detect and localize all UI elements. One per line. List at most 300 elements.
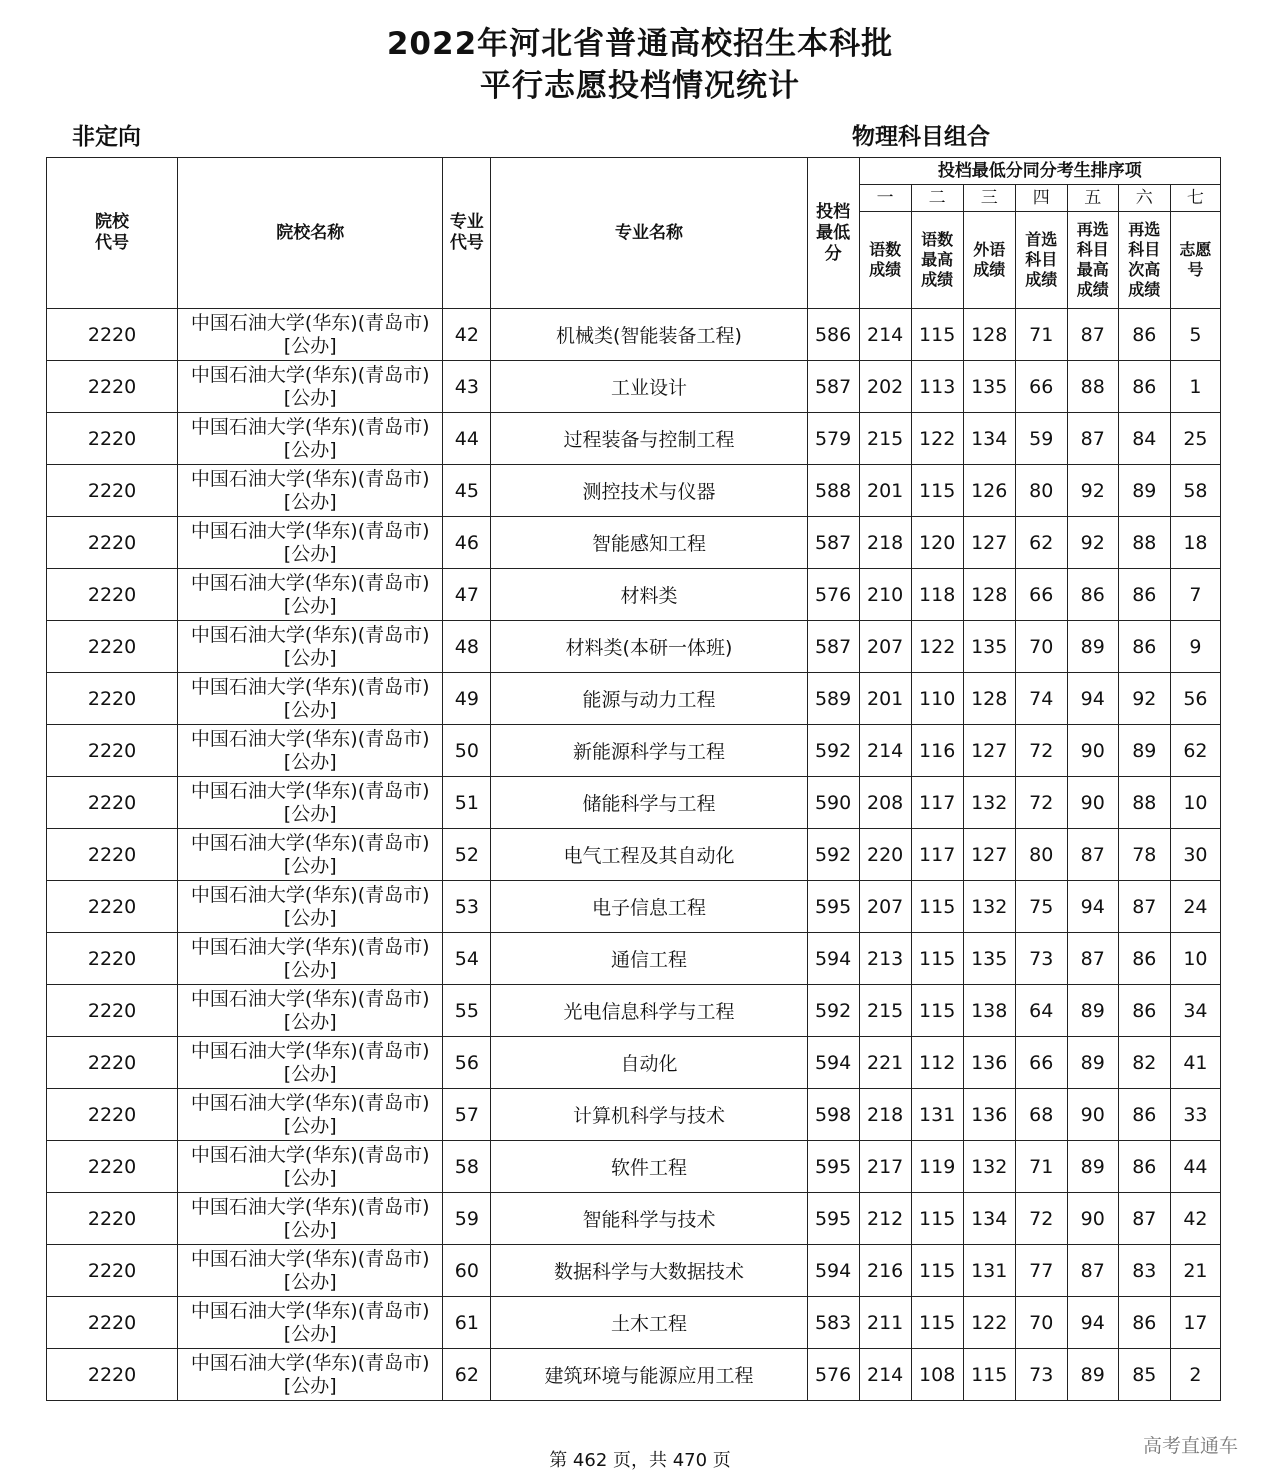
cell-chinese-math: 211 [859,1297,911,1349]
cell-first-subject: 72 [1015,1193,1067,1245]
cell-preference-number: 30 [1170,829,1220,881]
cell-chinese-math-max: 110 [911,673,963,725]
cell-min-score: 594 [807,1245,859,1297]
cell-major-code: 54 [443,933,491,985]
cell-school-code: 2220 [47,725,178,777]
cell-reselect-max: 86 [1067,569,1118,621]
cell-major-name: 计算机科学与技术 [491,1089,807,1141]
table-row [47,517,1221,569]
cell-major-name: 电气工程及其自动化 [491,829,807,881]
cell-first-subject: 75 [1015,881,1067,933]
cell-first-subject: 73 [1015,1349,1067,1401]
cell-chinese-math: 221 [859,1037,911,1089]
cell-school-code: 2220 [47,517,178,569]
cell-major-name: 智能科学与技术 [491,1193,807,1245]
cell-major-name: 能源与动力工程 [491,673,807,725]
cell-foreign-language: 132 [963,1141,1015,1193]
cell-major-code: 55 [443,985,491,1037]
cell-chinese-math-max: 115 [911,465,963,517]
cell-preference-number: 42 [1170,1193,1220,1245]
cell-major-name: 软件工程 [491,1141,807,1193]
watermark: 高考直通车 [1143,1435,1239,1457]
header-order-num: 三 [963,185,1015,212]
cell-chinese-math-max: 115 [911,1193,963,1245]
cell-chinese-math-max: 117 [911,777,963,829]
cell-school-name: 中国石油大学(华东)(青岛市)[公办] [178,465,443,517]
cell-school-code: 2220 [47,1297,178,1349]
cell-min-score: 594 [807,933,859,985]
cell-min-score: 595 [807,1193,859,1245]
cell-reselect-max: 94 [1067,881,1118,933]
cell-school-code: 2220 [47,569,178,621]
table-row [47,465,1221,517]
cell-chinese-math: 202 [859,361,911,413]
cell-min-score: 576 [807,569,859,621]
cell-first-subject: 59 [1015,413,1067,465]
header-order-num: 七 [1170,185,1220,212]
cell-reselect-max: 90 [1067,1193,1118,1245]
cell-reselect-max: 94 [1067,673,1118,725]
cell-reselect-max: 89 [1067,1349,1118,1401]
cell-min-score: 589 [807,673,859,725]
cell-first-subject: 64 [1015,985,1067,1037]
cell-first-subject: 73 [1015,933,1067,985]
header-min-score: 投档最低分 [807,158,859,309]
cell-first-subject: 66 [1015,361,1067,413]
cell-chinese-math-max: 119 [911,1141,963,1193]
cell-major-name: 储能科学与工程 [491,777,807,829]
header-order-label: 语数最高成绩 [911,212,963,309]
header-order-label: 再选科目最高成绩 [1067,212,1118,309]
cell-foreign-language: 132 [963,777,1015,829]
cell-chinese-math-max: 115 [911,1297,963,1349]
cell-school-name: 中国石油大学(华东)(青岛市)[公办] [178,985,443,1037]
cell-major-code: 43 [443,361,491,413]
table-row [47,1297,1221,1349]
cell-foreign-language: 122 [963,1297,1015,1349]
cell-major-name: 智能感知工程 [491,517,807,569]
cell-major-name: 土木工程 [491,1297,807,1349]
cell-first-subject: 71 [1015,309,1067,361]
cell-chinese-math-max: 113 [911,361,963,413]
table-row [47,309,1221,361]
cell-chinese-math: 213 [859,933,911,985]
cell-reselect-second: 85 [1118,1349,1170,1401]
cell-chinese-math: 216 [859,1245,911,1297]
cell-chinese-math: 214 [859,1349,911,1401]
header-order-label: 再选科目次高成绩 [1118,212,1170,309]
cell-min-score: 586 [807,309,859,361]
page-footer: 第 462 页，共 470 页 [549,1450,731,1471]
table-row [47,621,1221,673]
cell-major-name: 通信工程 [491,933,807,985]
cell-first-subject: 62 [1015,517,1067,569]
cell-chinese-math-max: 116 [911,725,963,777]
header-order-label: 语数成绩 [859,212,911,309]
cell-first-subject: 66 [1015,569,1067,621]
cell-preference-number: 24 [1170,881,1220,933]
cell-first-subject: 74 [1015,673,1067,725]
cell-first-subject: 71 [1015,1141,1067,1193]
cell-min-score: 595 [807,1141,859,1193]
category-label: 非定向 [72,124,141,150]
table-row [47,933,1221,985]
cell-school-name: 中国石油大学(华东)(青岛市)[公办] [178,361,443,413]
cell-school-name: 中国石油大学(华东)(青岛市)[公办] [178,673,443,725]
table-row [47,673,1221,725]
cell-preference-number: 56 [1170,673,1220,725]
cell-reselect-max: 92 [1067,465,1118,517]
table-row [47,1089,1221,1141]
cell-chinese-math: 214 [859,309,911,361]
cell-reselect-second: 86 [1118,1297,1170,1349]
cell-school-name: 中国石油大学(华东)(青岛市)[公办] [178,569,443,621]
header-order-num: 四 [1015,185,1067,212]
cell-school-name: 中国石油大学(华东)(青岛市)[公办] [178,1245,443,1297]
admission-table [46,157,1221,1401]
cell-major-name: 工业设计 [491,361,807,413]
cell-chinese-math-max: 131 [911,1089,963,1141]
cell-preference-number: 34 [1170,985,1220,1037]
cell-foreign-language: 127 [963,725,1015,777]
cell-reselect-second: 78 [1118,829,1170,881]
cell-reselect-max: 94 [1067,1297,1118,1349]
header-major-code: 专业代号 [443,158,491,309]
cell-chinese-math-max: 115 [911,985,963,1037]
cell-preference-number: 41 [1170,1037,1220,1089]
cell-chinese-math-max: 115 [911,933,963,985]
cell-preference-number: 58 [1170,465,1220,517]
cell-min-score: 576 [807,1349,859,1401]
cell-preference-number: 18 [1170,517,1220,569]
cell-min-score: 579 [807,413,859,465]
table-row [47,881,1221,933]
cell-chinese-math: 201 [859,465,911,517]
cell-major-name: 光电信息科学与工程 [491,985,807,1037]
cell-chinese-math: 208 [859,777,911,829]
cell-school-code: 2220 [47,361,178,413]
cell-major-code: 46 [443,517,491,569]
cell-major-code: 44 [443,413,491,465]
cell-foreign-language: 135 [963,361,1015,413]
cell-preference-number: 1 [1170,361,1220,413]
cell-first-subject: 80 [1015,829,1067,881]
cell-preference-number: 7 [1170,569,1220,621]
header-order-label: 首选科目成绩 [1015,212,1067,309]
cell-reselect-max: 87 [1067,933,1118,985]
cell-school-code: 2220 [47,1245,178,1297]
cell-major-name: 建筑环境与能源应用工程 [491,1349,807,1401]
cell-school-name: 中国石油大学(华东)(青岛市)[公办] [178,413,443,465]
header-major-name: 专业名称 [491,158,807,309]
cell-reselect-second: 88 [1118,517,1170,569]
cell-chinese-math-max: 118 [911,569,963,621]
cell-min-score: 587 [807,361,859,413]
cell-chinese-math-max: 115 [911,881,963,933]
cell-reselect-second: 86 [1118,621,1170,673]
cell-min-score: 592 [807,985,859,1037]
cell-reselect-max: 89 [1067,621,1118,673]
cell-chinese-math-max: 122 [911,413,963,465]
cell-min-score: 594 [807,1037,859,1089]
table-row [47,361,1221,413]
cell-school-code: 2220 [47,1037,178,1089]
cell-foreign-language: 135 [963,621,1015,673]
cell-min-score: 590 [807,777,859,829]
header-order-label: 志愿号 [1170,212,1220,309]
cell-reselect-max: 90 [1067,725,1118,777]
cell-major-code: 61 [443,1297,491,1349]
cell-school-name: 中国石油大学(华东)(青岛市)[公办] [178,309,443,361]
cell-foreign-language: 134 [963,413,1015,465]
cell-preference-number: 9 [1170,621,1220,673]
cell-reselect-second: 86 [1118,1141,1170,1193]
cell-major-name: 材料类 [491,569,807,621]
cell-major-name: 过程装备与控制工程 [491,413,807,465]
cell-foreign-language: 128 [963,569,1015,621]
cell-school-code: 2220 [47,829,178,881]
cell-school-code: 2220 [47,933,178,985]
cell-reselect-max: 90 [1067,777,1118,829]
cell-first-subject: 77 [1015,1245,1067,1297]
cell-reselect-second: 89 [1118,465,1170,517]
cell-school-code: 2220 [47,413,178,465]
header-school-code: 院校代号 [47,158,178,309]
cell-school-code: 2220 [47,309,178,361]
cell-min-score: 583 [807,1297,859,1349]
table-row [47,1245,1221,1297]
table-row [47,777,1221,829]
cell-school-name: 中国石油大学(华东)(青岛市)[公办] [178,1037,443,1089]
cell-major-name: 数据科学与大数据技术 [491,1245,807,1297]
cell-preference-number: 33 [1170,1089,1220,1141]
cell-major-code: 53 [443,881,491,933]
cell-major-name: 新能源科学与工程 [491,725,807,777]
cell-reselect-second: 86 [1118,569,1170,621]
cell-reselect-second: 86 [1118,361,1170,413]
cell-major-code: 45 [443,465,491,517]
cell-school-code: 2220 [47,1141,178,1193]
cell-preference-number: 25 [1170,413,1220,465]
cell-reselect-max: 89 [1067,1141,1118,1193]
cell-school-code: 2220 [47,1089,178,1141]
cell-first-subject: 70 [1015,621,1067,673]
cell-min-score: 592 [807,725,859,777]
cell-major-name: 自动化 [491,1037,807,1089]
cell-school-code: 2220 [47,1349,178,1401]
cell-preference-number: 5 [1170,309,1220,361]
cell-school-name: 中国石油大学(华东)(青岛市)[公办] [178,1141,443,1193]
cell-foreign-language: 134 [963,1193,1015,1245]
cell-reselect-second: 88 [1118,777,1170,829]
cell-reselect-second: 83 [1118,1245,1170,1297]
cell-preference-number: 62 [1170,725,1220,777]
cell-major-code: 60 [443,1245,491,1297]
cell-min-score: 598 [807,1089,859,1141]
cell-reselect-second: 86 [1118,309,1170,361]
cell-foreign-language: 138 [963,985,1015,1037]
cell-school-name: 中国石油大学(华东)(青岛市)[公办] [178,1349,443,1401]
cell-school-name: 中国石油大学(华东)(青岛市)[公办] [178,881,443,933]
cell-first-subject: 72 [1015,777,1067,829]
cell-school-name: 中国石油大学(华东)(青岛市)[公办] [178,829,443,881]
cell-major-code: 52 [443,829,491,881]
header-order-label: 外语成绩 [963,212,1015,309]
cell-chinese-math-max: 120 [911,517,963,569]
cell-school-code: 2220 [47,465,178,517]
cell-chinese-math-max: 115 [911,309,963,361]
cell-min-score: 587 [807,517,859,569]
cell-chinese-math-max: 115 [911,1245,963,1297]
cell-major-code: 50 [443,725,491,777]
cell-major-code: 51 [443,777,491,829]
cell-foreign-language: 128 [963,673,1015,725]
cell-min-score: 592 [807,829,859,881]
cell-reselect-max: 87 [1067,1245,1118,1297]
cell-chinese-math: 207 [859,621,911,673]
cell-foreign-language: 126 [963,465,1015,517]
cell-school-name: 中国石油大学(华东)(青岛市)[公办] [178,517,443,569]
cell-min-score: 587 [807,621,859,673]
cell-reselect-max: 89 [1067,1037,1118,1089]
cell-foreign-language: 127 [963,829,1015,881]
cell-chinese-math: 201 [859,673,911,725]
cell-school-code: 2220 [47,673,178,725]
cell-major-code: 58 [443,1141,491,1193]
table-row [47,985,1221,1037]
cell-min-score: 595 [807,881,859,933]
cell-reselect-max: 87 [1067,829,1118,881]
cell-major-code: 48 [443,621,491,673]
cell-chinese-math-max: 112 [911,1037,963,1089]
table-row [47,725,1221,777]
subject-combination-label: 物理科目组合 [852,124,990,150]
cell-school-name: 中国石油大学(华东)(青岛市)[公办] [178,933,443,985]
cell-reselect-second: 86 [1118,1089,1170,1141]
cell-min-score: 588 [807,465,859,517]
table-row [47,1037,1221,1089]
cell-major-name: 测控技术与仪器 [491,465,807,517]
cell-major-name: 材料类(本研一体班) [491,621,807,673]
cell-school-name: 中国石油大学(华东)(青岛市)[公办] [178,1089,443,1141]
cell-major-code: 57 [443,1089,491,1141]
cell-reselect-max: 87 [1067,309,1118,361]
cell-reselect-second: 86 [1118,985,1170,1037]
cell-school-name: 中国石油大学(华东)(青岛市)[公办] [178,725,443,777]
cell-reselect-second: 87 [1118,881,1170,933]
cell-foreign-language: 132 [963,881,1015,933]
cell-chinese-math-max: 122 [911,621,963,673]
cell-chinese-math: 214 [859,725,911,777]
cell-reselect-second: 87 [1118,1193,1170,1245]
cell-first-subject: 70 [1015,1297,1067,1349]
cell-school-name: 中国石油大学(华东)(青岛市)[公办] [178,1193,443,1245]
cell-preference-number: 10 [1170,777,1220,829]
cell-chinese-math: 215 [859,985,911,1037]
cell-major-name: 机械类(智能装备工程) [491,309,807,361]
cell-chinese-math: 207 [859,881,911,933]
header-order-num: 五 [1067,185,1118,212]
table-row [47,1141,1221,1193]
cell-reselect-max: 90 [1067,1089,1118,1141]
header-school-name: 院校名称 [178,158,443,309]
table-row [47,1193,1221,1245]
cell-reselect-second: 84 [1118,413,1170,465]
cell-school-code: 2220 [47,777,178,829]
table-row [47,413,1221,465]
table-row [47,1349,1221,1401]
cell-preference-number: 17 [1170,1297,1220,1349]
cell-major-code: 49 [443,673,491,725]
cell-school-name: 中国石油大学(华东)(青岛市)[公办] [178,777,443,829]
cell-school-code: 2220 [47,985,178,1037]
table-row [47,829,1221,881]
cell-chinese-math: 215 [859,413,911,465]
cell-reselect-second: 86 [1118,933,1170,985]
cell-preference-number: 21 [1170,1245,1220,1297]
cell-reselect-second: 89 [1118,725,1170,777]
cell-preference-number: 10 [1170,933,1220,985]
page-title-line-2: 平行志愿投档情况统计 [480,68,800,104]
cell-foreign-language: 127 [963,517,1015,569]
cell-reselect-max: 92 [1067,517,1118,569]
cell-reselect-max: 87 [1067,413,1118,465]
cell-major-code: 47 [443,569,491,621]
cell-school-name: 中国石油大学(华东)(青岛市)[公办] [178,621,443,673]
cell-foreign-language: 115 [963,1349,1015,1401]
header-order-num: 六 [1118,185,1170,212]
cell-reselect-second: 82 [1118,1037,1170,1089]
cell-foreign-language: 136 [963,1037,1015,1089]
cell-preference-number: 2 [1170,1349,1220,1401]
cell-school-name: 中国石油大学(华东)(青岛市)[公办] [178,1297,443,1349]
cell-chinese-math: 210 [859,569,911,621]
cell-chinese-math: 217 [859,1141,911,1193]
cell-major-name: 电子信息工程 [491,881,807,933]
cell-foreign-language: 131 [963,1245,1015,1297]
cell-major-code: 42 [443,309,491,361]
cell-reselect-max: 89 [1067,985,1118,1037]
cell-school-code: 2220 [47,881,178,933]
cell-first-subject: 66 [1015,1037,1067,1089]
cell-foreign-language: 128 [963,309,1015,361]
cell-chinese-math: 218 [859,1089,911,1141]
cell-first-subject: 80 [1015,465,1067,517]
cell-reselect-second: 92 [1118,673,1170,725]
cell-school-code: 2220 [47,621,178,673]
header-order-num: 一 [859,185,911,212]
cell-reselect-max: 88 [1067,361,1118,413]
cell-chinese-math-max: 108 [911,1349,963,1401]
header-order-num: 二 [911,185,963,212]
cell-first-subject: 68 [1015,1089,1067,1141]
cell-preference-number: 44 [1170,1141,1220,1193]
cell-major-code: 56 [443,1037,491,1089]
cell-first-subject: 72 [1015,725,1067,777]
header-tiebreak-group: 投档最低分同分考生排序项 [859,158,1220,185]
cell-foreign-language: 136 [963,1089,1015,1141]
table-row [47,569,1221,621]
cell-chinese-math: 220 [859,829,911,881]
cell-chinese-math: 218 [859,517,911,569]
cell-major-code: 59 [443,1193,491,1245]
cell-chinese-math-max: 117 [911,829,963,881]
cell-school-code: 2220 [47,1193,178,1245]
cell-foreign-language: 135 [963,933,1015,985]
page-title-line-1: 2022年河北省普通高校招生本科批 [386,26,894,62]
cell-major-code: 62 [443,1349,491,1401]
cell-chinese-math: 212 [859,1193,911,1245]
